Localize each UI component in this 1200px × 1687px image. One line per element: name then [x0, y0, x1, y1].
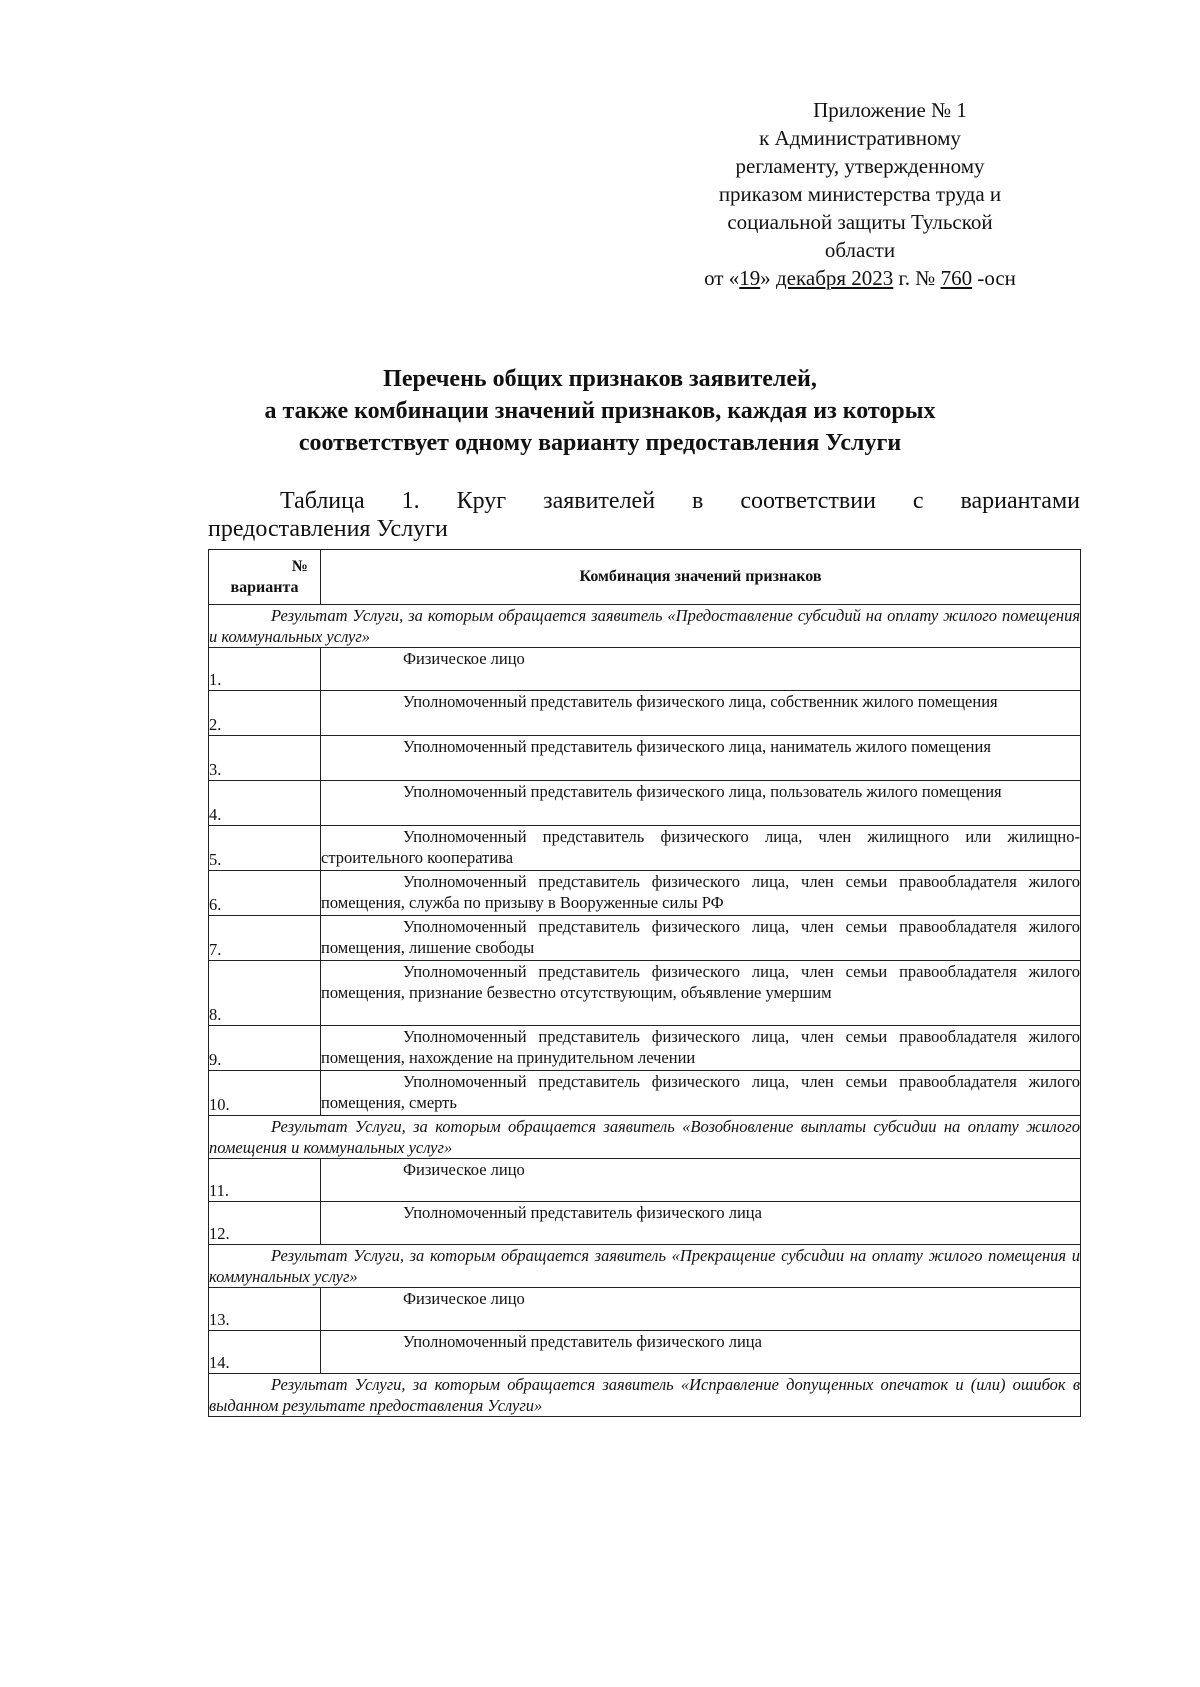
- table-row: [209, 826, 1081, 871]
- combination-text: Физическое лицо: [403, 649, 525, 668]
- annex-line-2: к Административному: [759, 126, 961, 150]
- combination-text: Уполномоченный представитель физического лица, член семьи правообладателя жилого помещения, нахождение на принудительном лечении: [321, 1027, 1080, 1067]
- variant-number: 6.: [209, 871, 321, 916]
- annex-line-3: регламенту, утвержденному: [735, 154, 985, 178]
- annex-header: [650, 96, 1070, 292]
- variant-number: 3.: [209, 736, 321, 781]
- variant-number: 2.: [209, 691, 321, 736]
- annex-line-1: Приложение № 1: [813, 98, 967, 122]
- variant-number: 1.: [209, 648, 321, 691]
- group-result-2: [209, 1116, 1081, 1159]
- variant-number: 14.: [209, 1331, 321, 1374]
- title-line-1: Перечень общих признаков заявителей,: [383, 366, 817, 392]
- date-day: 19: [739, 266, 761, 290]
- table-row: [209, 1202, 1081, 1245]
- group-text: Результат Услуги, за которым обращается заявитель «Возобновление выплаты субсидии на оплату жилого помещения и коммунальных услуг»: [209, 1117, 1080, 1157]
- header-num-word: варианта: [230, 579, 299, 596]
- group-row: [209, 605, 1081, 648]
- table-row: [209, 781, 1081, 826]
- variant-combination: [321, 1288, 1081, 1331]
- header-variant-number: [209, 550, 321, 605]
- combination-text: Уполномоченный представитель физического лица: [403, 1203, 762, 1222]
- combination-text: Уполномоченный представитель физического лица, собственник жилого помещения: [403, 692, 998, 711]
- variant-number: 10.: [209, 1071, 321, 1116]
- date-mid-1: »: [760, 266, 776, 290]
- group-result-1: [209, 605, 1081, 648]
- header-combination: Комбинация значений признаков: [321, 550, 1081, 605]
- variant-combination: [321, 826, 1081, 871]
- combination-text: Физическое лицо: [403, 1160, 525, 1179]
- variant-combination: [321, 871, 1081, 916]
- table-row: [209, 1026, 1081, 1071]
- variant-combination: [321, 648, 1081, 691]
- header-num-sign: №: [291, 558, 308, 575]
- group-text: Результат Услуги, за которым обращается заявитель «Исправление допущенных опечаток и (или) ошибок в выданном результате предоставления Услуги»: [209, 1375, 1080, 1415]
- caption-line-1: Таблица 1. Круг заявителей в соответствии с вариантами: [280, 488, 1080, 514]
- group-text: Результат Услуги, за которым обращается заявитель «Предоставление субсидий на оплату жилого помещения и коммунальных услуг»: [209, 606, 1080, 646]
- combination-text: Уполномоченный представитель физического лица, наниматель жилого помещения: [403, 737, 991, 756]
- caption-line-2: предоставления Услуги: [208, 516, 448, 542]
- variant-combination: [321, 961, 1081, 1026]
- group-row: [209, 1245, 1081, 1288]
- combination-text: Уполномоченный представитель физического лица: [403, 1332, 762, 1351]
- table-row: [209, 916, 1081, 961]
- table-caption: [208, 487, 1080, 543]
- variant-combination: [321, 1331, 1081, 1374]
- variant-combination: [321, 1202, 1081, 1245]
- annex-date-line: [650, 264, 1070, 292]
- date-mid-2: г. №: [893, 266, 941, 290]
- variant-number: 8.: [209, 961, 321, 1026]
- table-row: [209, 1071, 1081, 1116]
- variant-number: 7.: [209, 916, 321, 961]
- combination-text: Уполномоченный представитель физического лица, пользователь жилого помещения: [403, 782, 1002, 801]
- table-row: [209, 648, 1081, 691]
- title-line-2: а также комбинации значений признаков, каждая из которых: [264, 398, 936, 424]
- variant-number: 13.: [209, 1288, 321, 1331]
- table-row: [209, 736, 1081, 781]
- variant-combination: [321, 691, 1081, 736]
- variant-number: 4.: [209, 781, 321, 826]
- group-row: [209, 1116, 1081, 1159]
- variant-combination: [321, 916, 1081, 961]
- combination-text: Уполномоченный представитель физического лица, член семьи правообладателя жилого помещения, лишение свободы: [321, 917, 1080, 957]
- group-result-3: [209, 1245, 1081, 1288]
- variant-number: 9.: [209, 1026, 321, 1071]
- applicants-table: [208, 549, 1081, 1417]
- combination-text: Уполномоченный представитель физического лица, член семьи правообладателя жилого помещения, признание безвестно отсутствующим, объявление умершим: [321, 962, 1080, 1002]
- group-result-4: [209, 1374, 1081, 1417]
- variant-combination: [321, 1159, 1081, 1202]
- combination-text: Уполномоченный представитель физического лица, член семьи правообладателя жилого помещения, служба по призыву в Вооруженные силы РФ: [321, 872, 1080, 912]
- table-row: [209, 961, 1081, 1026]
- table-row: [209, 691, 1081, 736]
- table-row: [209, 871, 1081, 916]
- variant-number: 11.: [209, 1159, 321, 1202]
- annex-line-4: приказом министерства труда и: [718, 182, 1002, 206]
- document-title: [180, 363, 1020, 459]
- date-month-year: декабря 2023: [775, 266, 894, 290]
- variant-combination: [321, 1071, 1081, 1116]
- variant-number: 5.: [209, 826, 321, 871]
- table-row: [209, 1288, 1081, 1331]
- variant-combination: [321, 1026, 1081, 1071]
- table-header-row: [209, 550, 1081, 605]
- variant-number: 12.: [209, 1202, 321, 1245]
- combination-text: Уполномоченный представитель физического лица, член жилищного или жилищно-строительного кооператива: [321, 827, 1080, 867]
- title-line-3: соответствует одному варианту предоставления Услуги: [298, 430, 902, 456]
- table-row: [209, 1331, 1081, 1374]
- combination-text: Физическое лицо: [403, 1289, 525, 1308]
- order-number: 760: [940, 266, 973, 290]
- annex-line-6: области: [824, 238, 896, 262]
- variant-combination: [321, 736, 1081, 781]
- order-suffix: -осн: [972, 266, 1016, 290]
- annex-line-5: социальной защиты Тульской: [727, 210, 993, 234]
- group-text: Результат Услуги, за которым обращается заявитель «Прекращение субсидии на оплату жилого помещения и коммунальных услуг»: [209, 1246, 1080, 1286]
- combination-text: Уполномоченный представитель физического лица, член семьи правообладателя жилого помещения, смерть: [321, 1072, 1080, 1112]
- table-row: [209, 1159, 1081, 1202]
- variant-combination: [321, 781, 1081, 826]
- group-row: [209, 1374, 1081, 1417]
- date-prefix: от «: [704, 266, 740, 290]
